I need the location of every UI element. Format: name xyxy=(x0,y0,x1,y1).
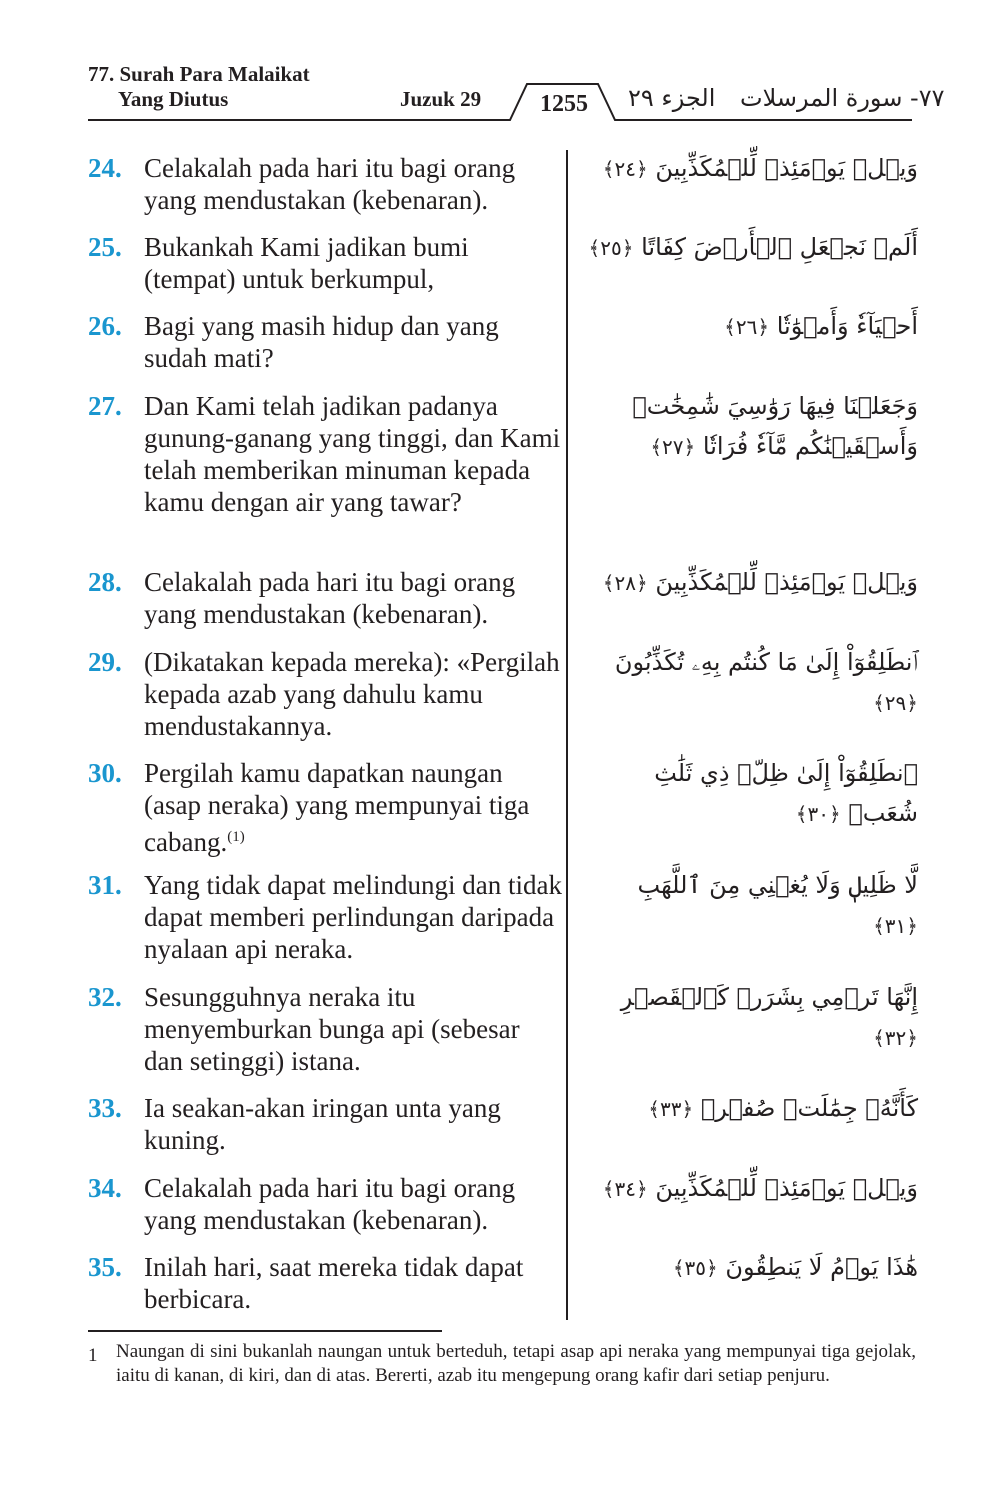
verse-translation: Bukankah Kami jadikan bumi (tempat) untuk berkumpul, xyxy=(144,232,469,294)
verse-translation xyxy=(144,757,562,858)
verse-number: 32. xyxy=(88,982,122,1012)
verse-translation: Yang tidak dapat melindungi dan tidak dapat memberi perlindungan daripada nyalaan api neraka. xyxy=(144,870,562,964)
ayah-end-marker: ﴿٢٩﴾ xyxy=(873,691,918,715)
footnote-rule xyxy=(88,1330,442,1332)
verse-translation: Celakalah pada hari itu bagi orang yang mendustakan (kebenaran). xyxy=(144,153,516,215)
ayah-end-marker: ﴿٣٣﴾ xyxy=(648,1097,694,1121)
verse-number: 25. xyxy=(88,232,122,262)
verse-32-arabic xyxy=(588,977,918,1058)
verse-translation: Bagi yang masih hidup dan yang sudah mati? xyxy=(144,311,499,373)
verse-35-arabic xyxy=(588,1247,918,1288)
arabic-text: وَيۡلٞ يَوۡمَئِذٖ لِّلۡمُكَذِّبِينَ xyxy=(655,154,918,182)
ayah-end-marker: ﴿٢٥﴾ xyxy=(588,236,634,260)
ayah-end-marker: ﴿٣٥﴾ xyxy=(672,1256,718,1280)
footnote-reference: (1) xyxy=(227,829,245,845)
ayah-end-marker: ﴿٢٨﴾ xyxy=(602,571,648,595)
arabic-text: كَأَنَّهُۥ جِمَٰلَتٞ صُفۡرٞ xyxy=(700,1094,918,1122)
verse-31-arabic xyxy=(588,865,918,946)
verse-33-arabic xyxy=(588,1088,918,1129)
ayah-end-marker: ﴿٢٧﴾ xyxy=(650,435,696,459)
verse-number: 29. xyxy=(88,647,122,677)
arabic-juz-label: الجزء ٢٩ xyxy=(628,84,716,112)
arabic-text: ٱنطَلِقُوٓاْ إِلَىٰ ظِلّٖ ذِي ثَلَٰثِ شُعَبٖ xyxy=(654,759,918,827)
verse-number: 26. xyxy=(88,311,122,341)
arabic-text: أَلَمۡ نَجۡعَلِ ٱلۡأَرۡضَ كِفَاتًا xyxy=(641,233,918,261)
verse-translation: Sesungguhnya neraka itu menyemburkan bunga api (sebesar dan setinggi) istana. xyxy=(144,982,520,1076)
juzuk-label: Juzuk 29 xyxy=(400,87,482,111)
ayah-end-marker: ﴿٣١﴾ xyxy=(873,914,918,938)
verse-26-arabic xyxy=(588,306,918,347)
arabic-text: ٱنطَلِقُوٓاْ إِلَىٰ مَا كُنتُم بِهِۦ تُكَذِّبُونَ xyxy=(614,648,918,676)
ayah-end-marker: ﴿٢٤﴾ xyxy=(602,157,648,181)
verse-translation: Ia seakan-akan iringan unta yang kuning. xyxy=(144,1093,501,1155)
ayah-end-marker: ﴿٣٢﴾ xyxy=(873,1026,918,1050)
arabic-surah-title: ٧٧- سورة المرسلات xyxy=(740,84,945,112)
verse-number: 31. xyxy=(88,870,122,900)
ayah-end-marker: ﴿٣٤﴾ xyxy=(602,1177,648,1201)
arabic-text: أَحۡيَآءٗ وَأَمۡوَٰتٗا xyxy=(776,312,918,340)
arabic-text: وَيۡلٞ يَوۡمَئِذٖ لِّلۡمُكَذِّبِينَ xyxy=(655,568,918,596)
verse-translation: Celakalah pada hari itu bagi orang yang mendustakan (kebenaran). xyxy=(144,1173,516,1235)
verse-number: 27. xyxy=(88,391,122,421)
ayah-end-marker: ﴿٢٦﴾ xyxy=(724,315,770,339)
arabic-text: إِنَّهَا تَرۡمِي بِشَرَرٖ كَٱلۡقَصۡرِ xyxy=(620,983,918,1011)
verse-number: 33. xyxy=(88,1093,122,1123)
verse-27-arabic xyxy=(588,386,918,467)
verse-translation: Inilah hari, saat mereka tidak dapat berbicara. xyxy=(144,1252,524,1314)
column-divider xyxy=(566,150,568,1320)
arabic-text: هَٰذَا يَوۡمُ لَا يَنطِقُونَ xyxy=(725,1253,918,1281)
verse-number: 30. xyxy=(88,758,122,788)
verse-24-arabic xyxy=(588,148,918,189)
verse-number: 35. xyxy=(88,1252,122,1282)
arabic-text: وَجَعَلۡنَا فِيهَا رَوَٰسِيَ شَٰمِخَٰتٖ وَأَسۡقَيۡنَٰكُم مَّآءٗ فُرَاتٗا xyxy=(632,392,918,460)
verse-29-arabic xyxy=(588,642,918,723)
verse-28-arabic xyxy=(588,562,918,603)
surah-title-line2: Yang Diutus xyxy=(118,87,229,111)
verse-translation: (Dikatakan kepada mereka): «Pergilah kepada azab yang dahulu kamu mendustakannya. xyxy=(144,647,560,741)
page-number: 1255 xyxy=(540,91,588,117)
verse-translation: Dan Kami telah jadikan padanya gunung-ganang yang tinggi, dan Kami telah memberikan minuman kepada kamu dengan air yang tawar? xyxy=(144,391,561,517)
ayah-end-marker: ﴿٣٠﴾ xyxy=(795,802,841,826)
verse-25-arabic xyxy=(588,227,918,268)
arabic-text: وَيۡلٞ يَوۡمَئِذٖ لِّلۡمُكَذِّبِينَ xyxy=(655,1174,918,1202)
surah-title-line1: 77. Surah Para Malaikat xyxy=(88,62,310,86)
verse-34-arabic xyxy=(588,1168,918,1209)
verse-translation: Celakalah pada hari itu bagi orang yang mendustakan (kebenaran). xyxy=(144,567,516,629)
verse-number: 28. xyxy=(88,567,122,597)
header-rule xyxy=(0,0,1000,130)
footnote-text: Naungan di sini bukanlah naungan untuk berteduh, tetapi asap api neraka yang mempunyai tiga gejolak, iaitu di kanan, di kiri, dan di atas. Bererti, azab itu mengepung orang kafir dari setiap penjuru. xyxy=(116,1341,916,1386)
footnote-number: 1 xyxy=(88,1345,98,1366)
verse-30-arabic xyxy=(588,753,918,834)
verse-text: Pergilah kamu dapatkan naungan (asap neraka) yang mempunyai tiga cabang. xyxy=(144,758,530,857)
verse-number: 24. xyxy=(88,153,122,183)
arabic-text: لَّا ظَلِيلٖ وَلَا يُغۡنِي مِنَ ٱللَّهَبِ xyxy=(637,871,918,899)
verse-number: 34. xyxy=(88,1173,122,1203)
